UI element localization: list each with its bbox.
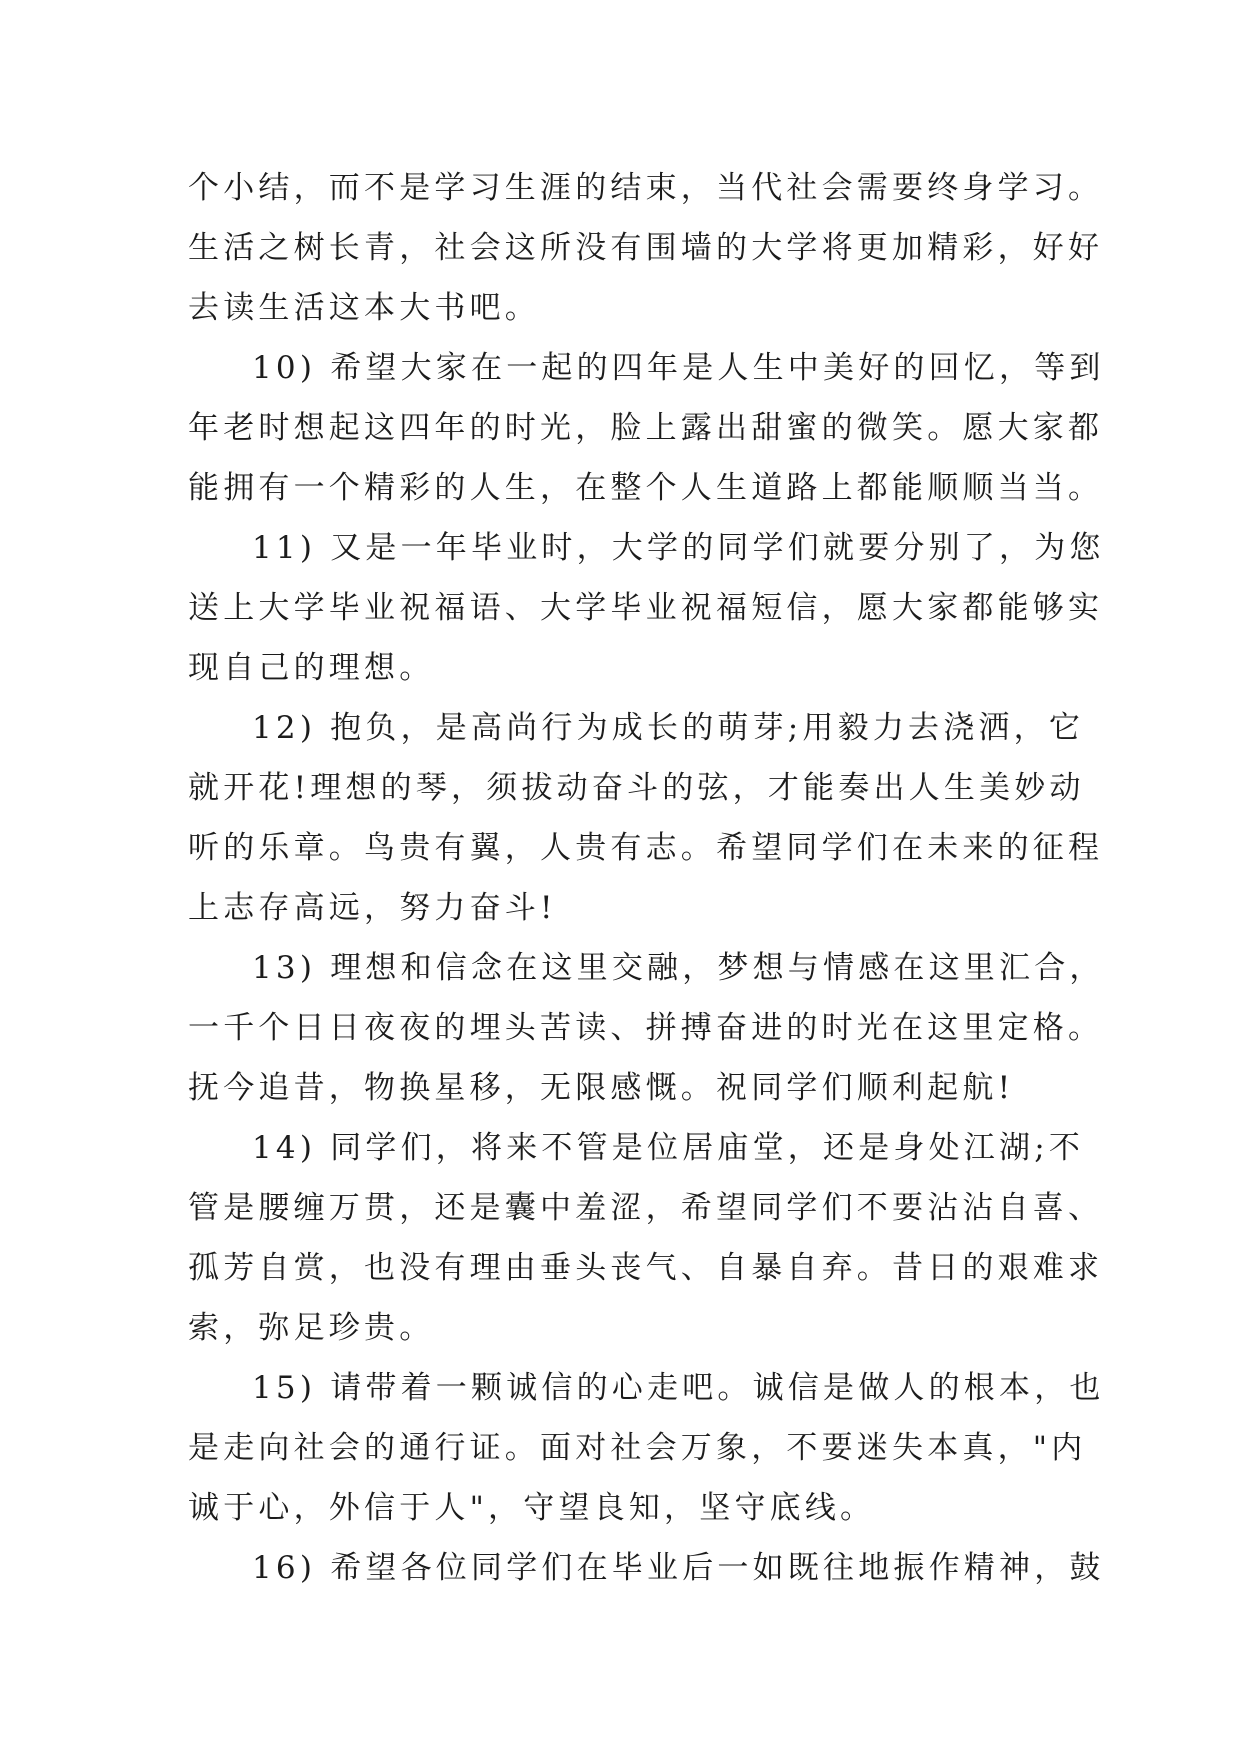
text-line: 就开花!理想的琴，须拔动奋斗的弦，才能奏出人生美妙动 xyxy=(188,770,1085,806)
text-line: 是走向社会的通行证。面对社会万象，不要迷失本真，"内 xyxy=(188,1430,1087,1466)
text-line: 年老时想起这四年的时光，脸上露出甜蜜的微笑。愿大家都 xyxy=(188,410,1104,446)
text-line: 抚今追昔，物换星移，无限感慨。祝同学们顺利起航! xyxy=(188,1070,1015,1106)
text-line: 索，弥足珍贵。 xyxy=(188,1310,435,1346)
text-line: 一千个日日夜夜的埋头苦读、拼搏奋进的时光在这里定格。 xyxy=(188,1010,1104,1046)
text-line: 13) 理想和信念在这里交融，梦想与情感在这里汇合， xyxy=(252,950,1105,986)
text-line: 去读生活这本大书吧。 xyxy=(188,290,540,326)
text-line: 14) 同学们，将来不管是位居庙堂，还是身处江湖;不 xyxy=(252,1130,1085,1166)
text-line: 诚于心，外信于人"，守望良知，坚守底线。 xyxy=(188,1490,876,1526)
text-line: 10) 希望大家在一起的四年是人生中美好的回忆，等到 xyxy=(252,350,1105,386)
text-line: 12) 抱负，是高尚行为成长的萌芽;用毅力去浇洒，它 xyxy=(252,710,1085,746)
text-line: 上志存高远，努力奋斗! xyxy=(188,890,557,926)
text-line: 11) 又是一年毕业时，大学的同学们就要分别了，为您 xyxy=(252,530,1105,566)
text-line: 孤芳自赏，也没有理由垂头丧气、自暴自弃。昔日的艰难求 xyxy=(188,1250,1104,1286)
text-line: 生活之树长青，社会这所没有围墙的大学将更加精彩，好好 xyxy=(188,230,1104,266)
text-line: 送上大学毕业祝福语、大学毕业祝福短信，愿大家都能够实 xyxy=(188,590,1104,626)
text-line: 管是腰缠万贯，还是囊中羞涩，希望同学们不要沾沾自喜、 xyxy=(188,1190,1104,1226)
text-line: 个小结，而不是学习生涯的结束，当代社会需要终身学习。 xyxy=(188,170,1104,206)
text-line: 15) 请带着一颗诚信的心走吧。诚信是做人的根本，也 xyxy=(252,1370,1105,1406)
text-line: 现自己的理想。 xyxy=(188,650,435,686)
text-line: 能拥有一个精彩的人生，在整个人生道路上都能顺顺当当。 xyxy=(188,470,1104,506)
text-line: 16) 希望各位同学们在毕业后一如既往地振作精神，鼓 xyxy=(252,1550,1105,1586)
text-line: 听的乐章。鸟贵有翼，人贵有志。希望同学们在未来的征程 xyxy=(188,830,1104,866)
